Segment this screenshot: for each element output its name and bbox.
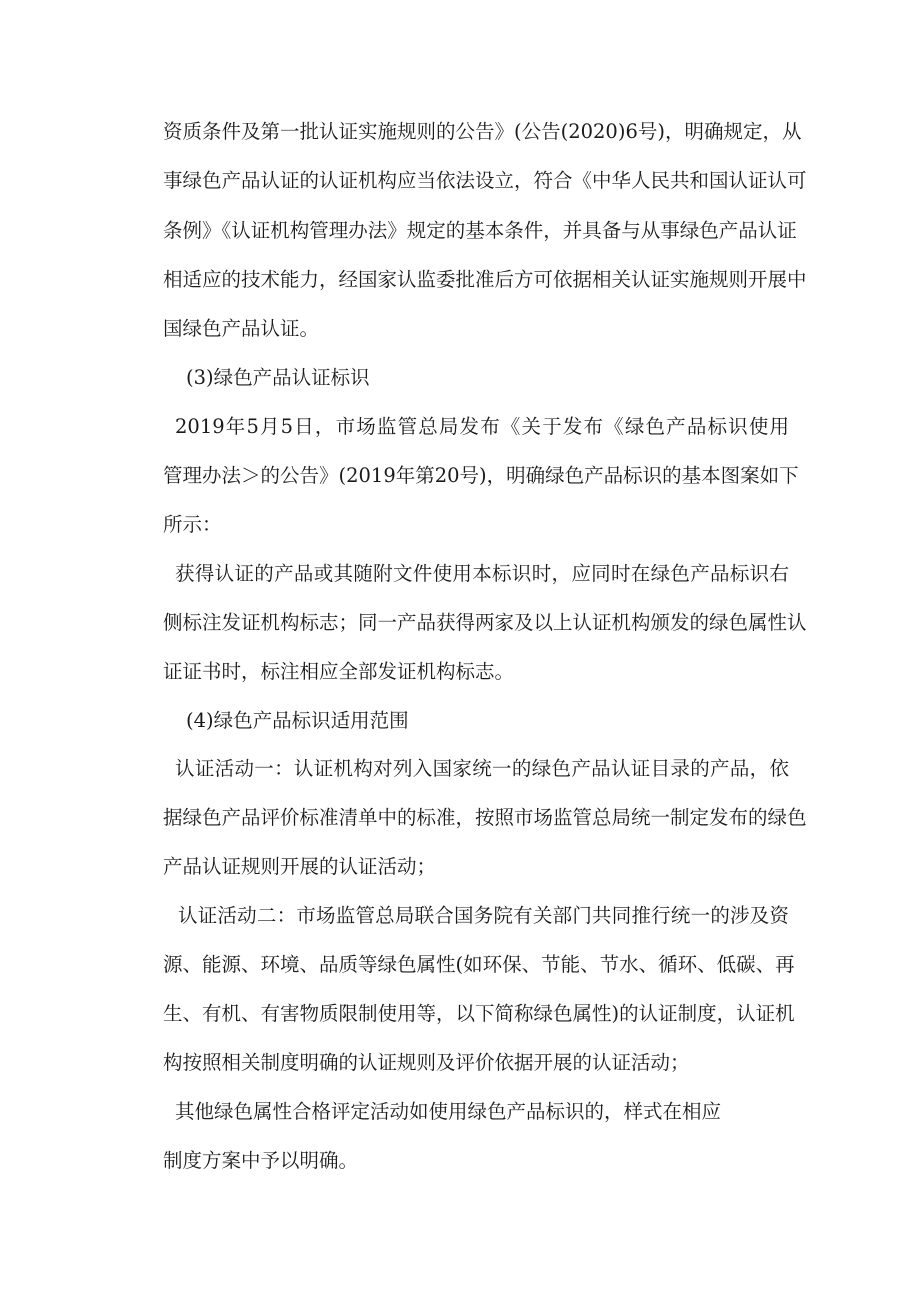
paragraph-6-line-3: 产品认证规则开展的认证活动； [163, 855, 437, 878]
paragraph-4-line-1: 获得认证的产品或其随附文件使用本标识时，应同时在绿色产品标识右 [175, 562, 789, 585]
paragraph-7-line-3: 生、有机、有害物质限制使用等，以下简称绿色属性)的认证制度，认证机 [163, 1002, 795, 1025]
paragraph-1-line-1: 资质条件及第一批认证实施规则的公告》(公告(2020)6号)，明确规定，从 [163, 120, 802, 143]
paragraph-6-line-1: 认证活动一：认证机构对列入国家统一的绿色产品认证目录的产品，依 [175, 757, 789, 780]
paragraph-1-line-5: 国绿色产品认证。 [163, 317, 320, 340]
paragraph-8-line-1: 其他绿色属性合格评定活动如使用绿色产品标识的，样式在相应 [175, 1100, 722, 1123]
paragraph-8-line-2: 制度方案中予以明确。 [163, 1149, 359, 1172]
section-heading-4: (4)绿色产品标识适用范围 [186, 709, 409, 732]
paragraph-1-line-4: 相适应的技术能力，经国家认监委批准后方可依据相关认证实施规则开展中 [163, 268, 807, 291]
paragraph-3-line-3: 所示： [163, 513, 222, 536]
paragraph-6-line-2: 据绿色产品评价标准清单中的标准，按照市场监管总局统一制定发布的绿色 [163, 806, 807, 829]
paragraph-1-line-2: 事绿色产品认证的认证机构应当依法设立，符合《中华人民共和国认证认可 [163, 169, 807, 192]
paragraph-3-line-2: 管理办法＞的公告》(2019年第20号)，明确绿色产品标识的基本图案如下 [163, 464, 799, 487]
paragraph-4-line-3: 证证书时，标注相应全部发证机构标志。 [163, 660, 515, 683]
section-heading-3: (3)绿色产品认证标识 [186, 366, 370, 389]
paragraph-7-line-2: 源、能源、环境、品质等绿色属性(如环保、节能、节水、循环、低碳、再 [163, 953, 795, 976]
paragraph-3-line-1: 2019年5月5日，市场监管总局发布《关于发布《绿色产品标识使用 [175, 415, 789, 438]
paragraph-7-line-1: 认证活动二：市场监管总局联合国务院有关部门共同推行统一的涉及资 [178, 904, 789, 927]
paragraph-4-line-2: 侧标注发证机构标志；同一产品获得两家及以上认证机构颁发的绿色属性认 [163, 611, 807, 634]
paragraph-1-line-3: 条例》《认证机构管理办法》规定的基本条件，并具备与从事绿色产品认证 [163, 219, 797, 242]
paragraph-7-line-4: 构按照相关制度明确的认证规则及评价依据开展的认证活动； [163, 1051, 690, 1074]
